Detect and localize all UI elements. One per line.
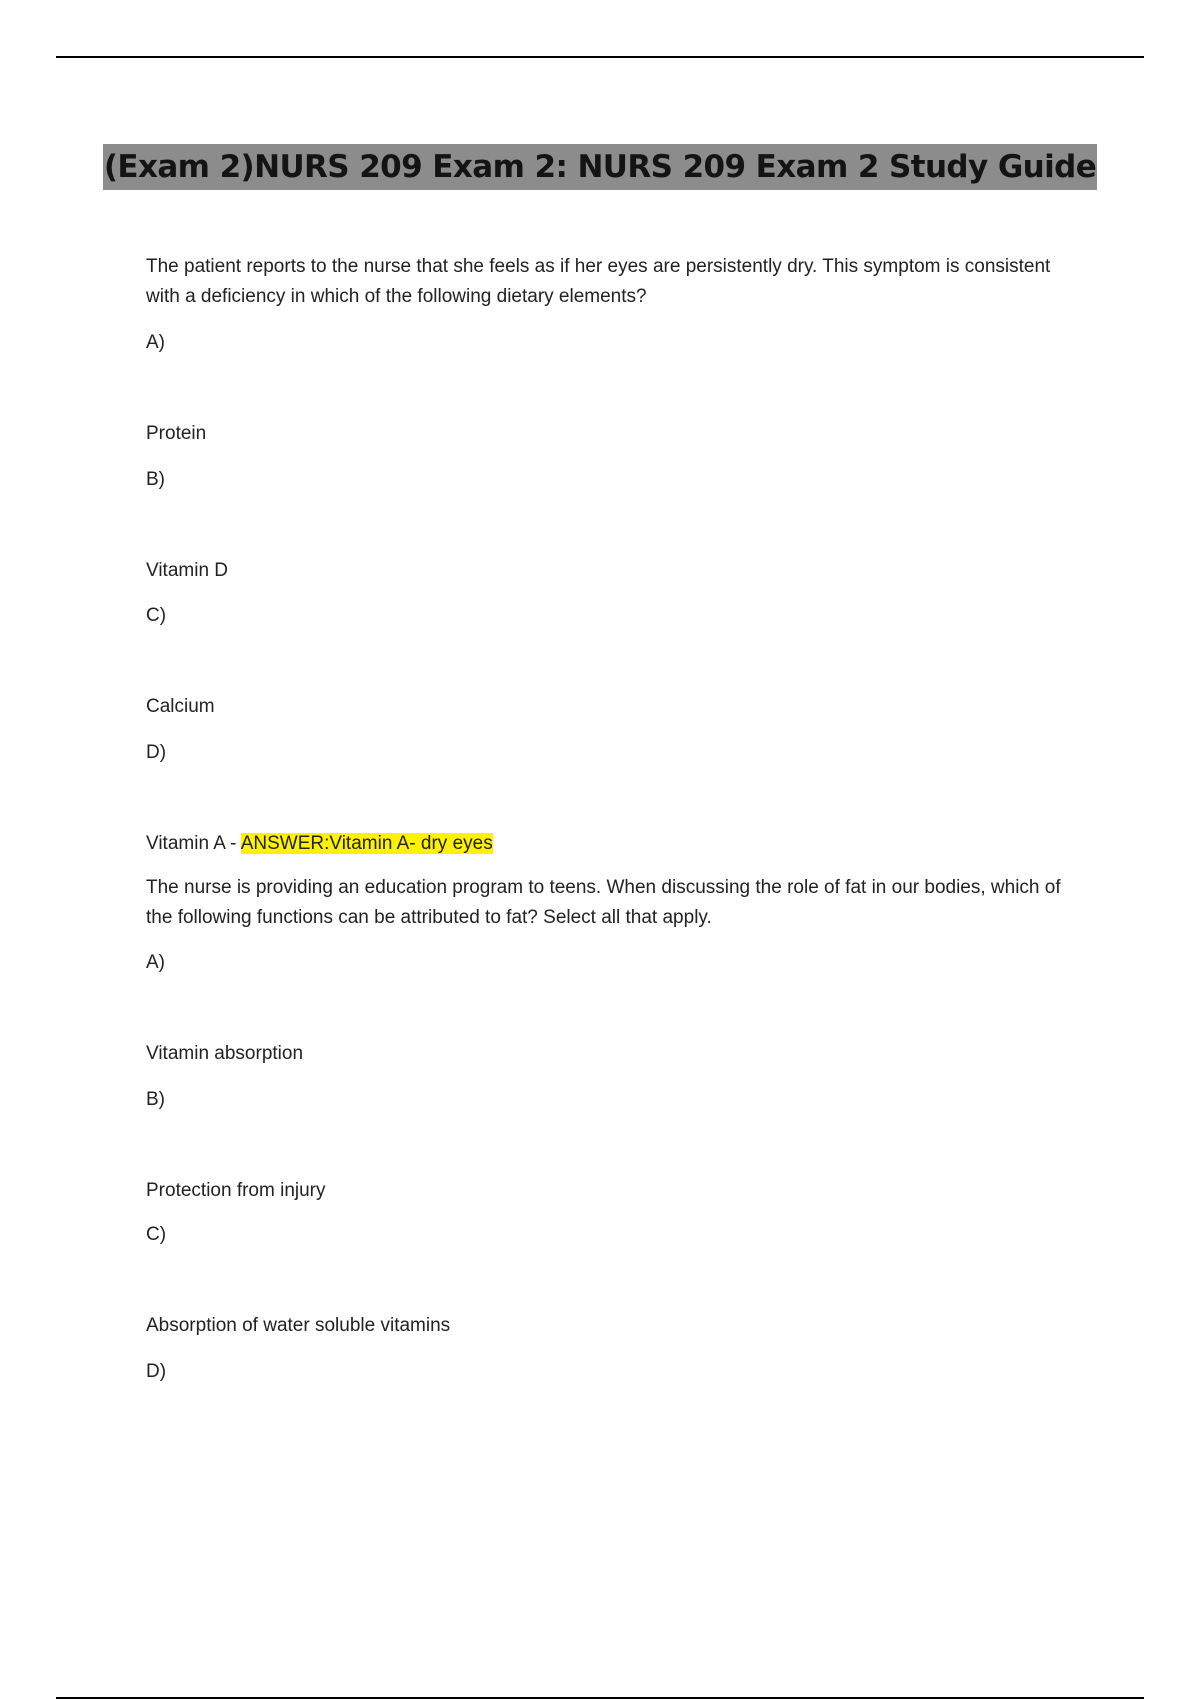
question-2-stem: The nurse is providing an education program to teens. When discussing the role of fat in our bodies, which of the following functions can be attributed to fat? Select all that apply. <box>146 877 1061 928</box>
footer-rule <box>56 1697 1144 1699</box>
q1-option-c-letter: C) <box>146 605 167 626</box>
q2-option-c-text: Absorption of water soluble vitamins <box>146 1315 451 1336</box>
q1-option-c-text: Calcium <box>146 696 215 717</box>
q1-option-b-letter: B) <box>146 469 165 490</box>
q2-option-b-text: Protection from injury <box>146 1180 326 1201</box>
document-title: (Exam 2)NURS 209 Exam 2: NURS 209 Exam 2 Study Guide <box>103 144 1097 190</box>
q2-option-a-text: Vitamin absorption <box>146 1043 304 1064</box>
q2-option-d-letter: D) <box>146 1361 167 1382</box>
title-container <box>0 144 1200 190</box>
q2-option-c-letter: C) <box>146 1224 167 1245</box>
q1-option-d-letter: D) <box>146 742 167 763</box>
answer-highlight: ANSWER:Vitamin A- dry eyes <box>240 833 493 854</box>
q2-option-a-letter: A) <box>146 952 165 973</box>
question-1-stem: The patient reports to the nurse that she feels as if her eyes are persistently dry. This symptom is consistent with a deficiency in which of the following dietary elements? <box>146 256 1051 307</box>
q2-option-b-letter: B) <box>146 1089 165 1110</box>
q1-option-b-text: Vitamin D <box>146 560 229 581</box>
q1-option-d-text: Vitamin A - <box>146 833 241 854</box>
q1-option-d-line <box>146 829 493 859</box>
q1-option-a-text: Protein <box>146 423 207 444</box>
header-rule <box>56 56 1144 58</box>
q1-option-a-letter: A) <box>146 332 165 353</box>
